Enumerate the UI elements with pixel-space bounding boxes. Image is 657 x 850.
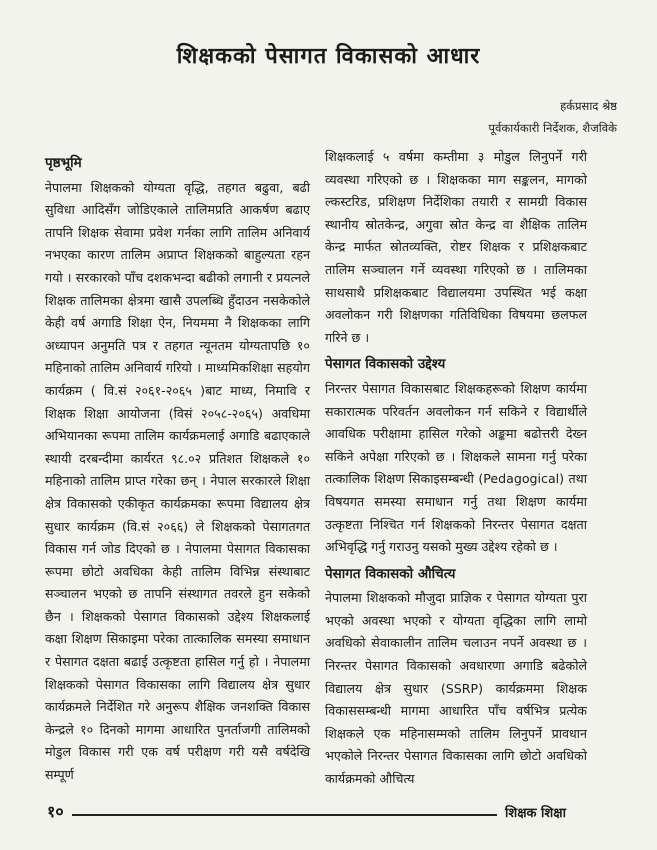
section-heading-background: पृष्ठभूमि — [45, 155, 82, 171]
author-block — [488, 95, 617, 139]
section-heading-objective: पेसागत विकासको उद्देश्य — [325, 356, 446, 373]
publication-name: शिक्षक शिक्षा — [505, 806, 566, 821]
intro-paragraph: शिक्षकलाई ५ वर्षमा कम्तीमा ३ मोडुल लिनुपर्ने गरी व्यवस्था गरिएको छ । शिक्षकका माग सङ्कलन, मागको ल्कस्टरिड, प्रशिक्षण निर्देशिका तयारी र सामग्री विकास स्थानीय स्रोतकेन्द्र, अगुवा स्रोत केन्द्र वा शैक्षिक तालिम केन्द्र मार्फत स्रोतव्यक्ति, रोष्टर शिक्षक र प्रशिक्षकबाट तालिम सञ्चालन गर्ने व्यवस्था गरिएको छ । तालिमका साथसाथै प्रशिक्षकबाट विद्यालयमा उपस्थित भई कक्षा अवलोकन गरी शिक्षणका गतिविधिका विषयमा छलफल गरिने छ । — [325, 149, 587, 345]
article-title: शिक्षकको पेसागत विकासको आधार — [176, 44, 481, 69]
justification-paragraph: नेपालमा शिक्षकको मौजुदा प्राज्ञिक र पेसागत योग्यता पुरा भएको अवस्था भएको र योग्यता वृद्धिका लागि लामो अवधिको सेवाकालीन तालिम चलाउन नपर्ने अवस्था छ । निरन्तर पेसागत विकासको अवधारणा अगाडि बढेकोले विद्यालय क्षेत्र सुधार (SSRP) कार्यक्रममा शिक्षक विकाससम्बन्धी मागमा आधारित पाँच वर्षभित्र प्रत्येक शिक्षकले एक महिनासम्मको तालिम लिनुपर्ने प्रावधान भएकोले निरन्तर पेसागत विकासका लागि छोटो अवधिको कार्यक्रमको औचित्य — [325, 590, 587, 787]
objective-paragraph: निरन्तर पेसागत विकासबाट शिक्षकहरूको शिक्षण कार्यमा सकारात्मक परिवर्तन अवलोकन गर्न सकिने र विद्यार्थीले आवधिक परीक्षामा हासिल गरेको अङ्कमा बढोत्तरी देख्न सकिने अपेक्षा गरिएको छ । शिक्षकले सामना गर्नु परेका तत्कालिक शिक्षण सिकाइसम्बन्धी (Pedagogical) तथा विषयगत समस्या समाधान गर्नु तथा शिक्षण कार्यमा उत्कृष्टता निश्चित गर्न शिक्षकको निरन्तर पेसागत दक्षता अभिवृद्धि गर्नु गराउनु यसको मुख्य उद्देश्य रहेको छ । — [325, 380, 587, 555]
footer-divider — [72, 814, 497, 816]
page-number: १० — [47, 802, 64, 821]
author-name: हर्कप्रसाद श्रेष्ठ — [560, 99, 617, 113]
author-position: पूर्वकार्यकारी निर्देशक, शैजविके — [488, 121, 617, 135]
right-column — [325, 146, 587, 793]
left-column — [45, 148, 310, 789]
section-heading-justification: पेसागत विकासको औचित्य — [325, 565, 456, 582]
background-paragraph: नेपालमा शिक्षकको योग्यता वृद्धि, तहगत बढुवा, बढी सुविधा आदिसँग जोडिएकाले तालिमप्रति आकर्षण बढाए तापनि शिक्षक सेवामा प्रवेश गर्नका लागि तालिम अनिवार्य नभएका कारण तालिम अप्राप्त शिक्षकको बाहुल्यता रहन गयो । सरकारको पाँच दशकभन्दा बढीको लगानी र प्रयत्नले शिक्षक तालिमका क्षेत्रमा खासै उपलब्धि हुँदाउन नसकेकोले केही वर्ष अगाडि शिक्षा ऐन, नियममा नै शिक्षकका लागि अध्यापन अनुमति पत्र र तहगत न्यूनतम योग्यतापछि १० महिनाको तालिम अनिवार्य गरियो । माध्यमिकशिक्षा सहयोग कार्यक्रम ( वि.सं २०६१-२०६५ )बाट माध्य, निमावि र शिक्षक शिक्षा आयोजना (विसं २०५८-२०६५) अवधिमा अभियानका रूपमा तालिम कार्यक्रमलाई अगाडि बढाएकाले स्थायी दरबन्दीमा कार्यरत ९८.०२ प्रतिशत शिक्षकले १० महिनाको तालिम प्राप्त गरेका छन् । नेपाल सरकारले शिक्षा क्षेत्र विकासको एकीकृत कार्यक्रमका रूपमा विद्यालय क्षेत्र सुधार कार्यक्रम (वि.सं २०६६) ले शिक्षकको पेसागतगत विकास गर्न जोड दिएको छ । नेपालमा पेसागत विकासका रूपमा छोटो अवधिका केही तालिम विभिन्न संस्थाबाट सञ्चालन भएको छ तापनि संस्थागत तवरले हुन सकेको छैन । शिक्षकको पेसागत विकासको उद्देश्य शिक्षकलाई कक्षा शिक्षण सिकाइमा परेका तात्कालिक समस्या समाधान र पेसागत दक्षता बढाई उत्कृष्टता हासिल गर्नु हो । नेपालमा शिक्षकको पेसागत विकासका लागि विद्यालय क्षेत्र सुधार कार्यक्रमले निर्देशित गरे अनुरूप शैक्षिक जनशक्ति विकास केन्द्रले १० दिनको मागमा आधारित पुनर्ताजगी तालिमको मोडुल विकास गरी एक वर्ष परीक्षण गरी यसै वर्षदेखि सम्पूर्ण — [45, 179, 310, 783]
